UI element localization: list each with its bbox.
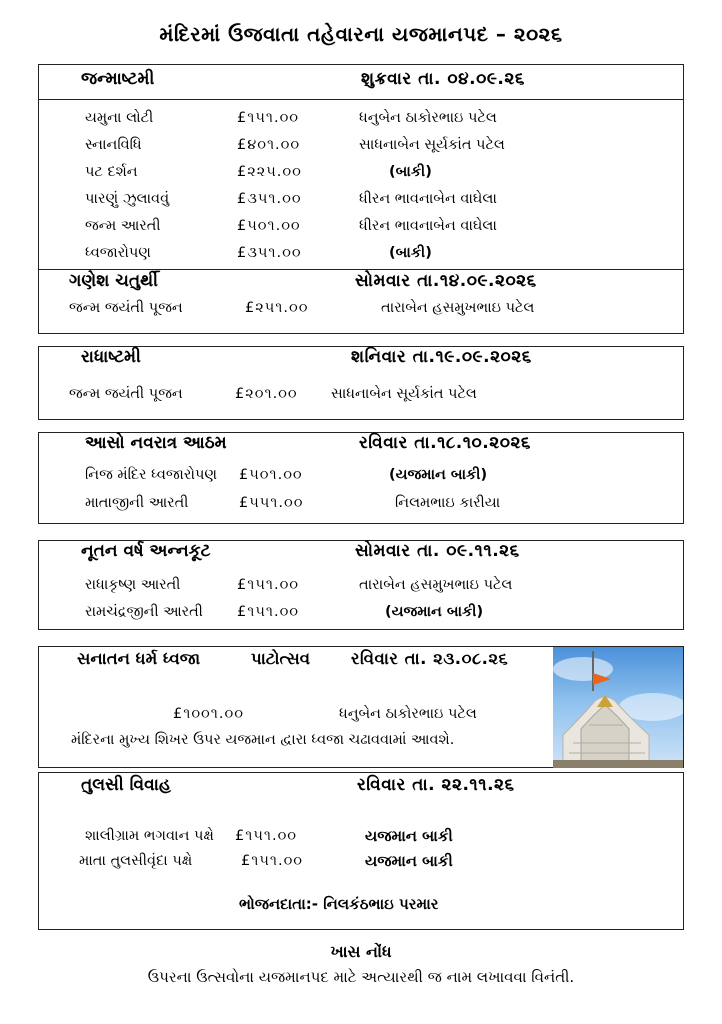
navratri-donor: (યજમાન બાકી) (389, 467, 488, 483)
janmashtami-amount: £૪૦૧.૦૦ (237, 137, 301, 153)
dhwaja-donor: ધનુબેન ઠાકોરભાઇ પટેલ (339, 706, 477, 722)
janmashtami-item: પારણું ઝુલાવવું (85, 191, 170, 207)
janmashtami-item: જન્મ આરતી (85, 218, 161, 234)
janmashtami-item: ધ્વજારોપણ (85, 245, 151, 261)
radhashtami-donor: સાધનાબેન સૂર્યકાંત પટેલ (331, 386, 477, 402)
navratri-box (38, 432, 684, 524)
annakut-donor: (યજમાન બાકી) (385, 604, 484, 620)
janmashtami-donor: ધીરન ભાવનાબેન વાઘેલા (359, 191, 497, 207)
navratri-item: નિજ મંદિર ધ્વજારોપણ (85, 467, 218, 483)
radhashtami-title: રાધાષ્ટમી (81, 347, 141, 367)
annakut-item: રાધાકૃષ્ણ આરતી (85, 577, 181, 593)
janmashtami-donor: (બાકી) (389, 164, 432, 180)
janmashtami-amount: £૩૫૧.૦૦ (237, 245, 302, 261)
janmashtami-donor: સાધનાબેન સૂર્યકાંત પટેલ (359, 137, 505, 153)
navratri-amount: £૫૫૧.૦૦ (239, 495, 304, 511)
annakut-item: રામચંદ્રજીની આરતી (85, 604, 203, 620)
ganesh-donor: તારાબેન હસમુખભાઇ પટેલ (381, 300, 535, 316)
tulsi-bhojan: ભોજનદાતા:- નિલકંઠભાઇ પરમાર (239, 895, 439, 913)
dhwaja-note: મંદિરના મુખ્ય શિખર ઉપર યજમાન દ્વારા ધ્વજા ચઢાવવામાં આવશે. (71, 732, 455, 748)
ganesh-item: જન્મ જયંતી પૂજન (69, 300, 183, 316)
tulsi-date: રવિવાર તા. ૨૨.૧૧.૨૬ (357, 775, 515, 795)
navratri-item: માતાજીની આરતી (85, 495, 189, 511)
radhashtami-item: જન્મ જયંતી પૂજન (69, 386, 183, 402)
temple-shikhar-photo (553, 647, 683, 768)
janmashtami-date: શુક્રવાર તા. ૦૪.૦૯.૨૬ (361, 69, 525, 89)
janmashtami-item: સ્નાનવિધિ (85, 137, 142, 153)
ganesh-amount: £૨૫૧.૦૦ (245, 300, 309, 316)
dhwaja-amount: £૧૦૦૧.૦૦ (173, 706, 244, 722)
janmashtami-title: જન્માષ્ટમી (81, 69, 155, 89)
dhwaja-date: રવિવાર તા. ૨૩.૦૮.૨૬ (351, 649, 509, 668)
annakut-amount: £૧૫૧.૦૦ (237, 604, 300, 620)
janmashtami-donor: (બાકી) (389, 245, 432, 261)
annakut-title: નૂતન વર્ષ અન્નકૂટ (81, 541, 211, 561)
tulsi-amount: £૧૫૧.૦૦ (241, 853, 304, 869)
janmashtami-amount: £૧૫૧.૦૦ (237, 110, 300, 126)
dhwaja-event: પાટોત્સવ (251, 649, 311, 668)
tulsi-donor: યજમાન બાકી (365, 852, 453, 870)
janmashtami-item: પટ દર્શન (85, 164, 138, 180)
ganesh-title: ગણેશ ચતુર્થી (69, 271, 159, 291)
annakut-box (38, 540, 684, 630)
janmashtami-donor: ધીરન ભાવનાબેન વાઘેલા (359, 218, 497, 234)
navratri-donor: નિલમભાઇ કારીયા (395, 495, 501, 511)
divider (39, 99, 683, 100)
footer-note: ઉપરના ઉત્સવોના યજમાનપદ માટે અત્યારથી જ નામ લખાવવા વિનંતી. (147, 968, 575, 986)
janmashtami-donor: ધનુબેન ઠાકોરભાઇ પટેલ (359, 110, 497, 126)
annakut-donor: તારાબેન હસમુખભાઇ પટેલ (359, 577, 513, 593)
page-title: મંદિરમાં ઉજવાતા તહેવારના યજમાનપદ – ૨૦૨૬ (159, 22, 563, 46)
divider (39, 269, 683, 270)
dhwaja-box (38, 646, 684, 768)
dhwaja-title: સનાતન ધર્મ ધ્વજા (77, 649, 201, 668)
janmashtami-item: યમુના લોટી (85, 110, 154, 126)
tulsi-item: શાલીગ્રામ ભગવાન પક્ષે (85, 828, 214, 844)
navratri-title: આસો નવરાત્ર આઠમ (85, 433, 227, 453)
janmashtami-amount: £૩૫૧.૦૦ (237, 191, 302, 207)
footer-title: ખાસ નોંધ (330, 942, 392, 961)
navratri-amount: £૫૦૧.૦૦ (239, 467, 303, 483)
navratri-date: રવિવાર તા.૧૮.૧૦.૨૦૨૬ (359, 433, 531, 453)
tulsi-box (38, 772, 684, 930)
radhashtami-amount: £૨૦૧.૦૦ (235, 386, 298, 402)
radhashtami-box (38, 346, 684, 420)
tulsi-item: માતા તુલસીવૃંદા પક્ષે (79, 853, 193, 869)
annakut-date: સોમવાર તા. ૦૯.૧૧.૨૬ (355, 541, 520, 561)
janmashtami-amount: £૫૦૧.૦૦ (237, 218, 301, 234)
annakut-amount: £૧૫૧.૦૦ (237, 577, 300, 593)
tulsi-title: તુલસી વિવાહ (81, 775, 171, 795)
ganesh-date: સોમવાર તા.૧૪.૦૯.૨૦૨૬ (355, 271, 537, 291)
tulsi-donor: યજમાન બાકી (365, 827, 453, 845)
janmashtami-amount: £૨૨૫.૦૦ (237, 164, 302, 180)
radhashtami-date: શનિવાર તા.૧૯.૦૯.૨૦૨૬ (351, 347, 532, 367)
tulsi-amount: £૧૫૧.૦૦ (235, 828, 298, 844)
janmashtami-ganesh-box (38, 64, 684, 334)
